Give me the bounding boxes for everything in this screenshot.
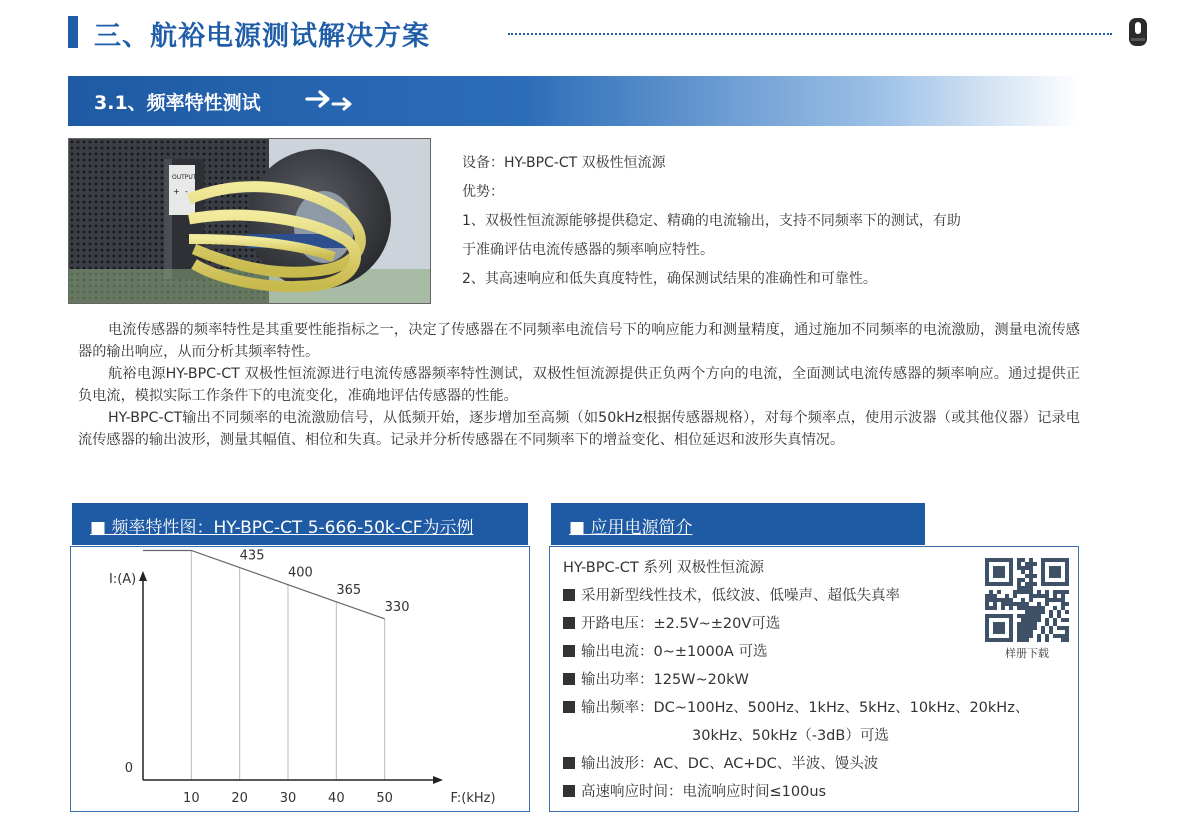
spec-item-continued: 30kHz、50kHz（-3dB）可选 (692, 728, 889, 744)
body-paragraph-1: 电流传感器的频率特性是其重要性能指标之一，决定了传感器在不同频率电流信号下的响应能力和测量精度，通过施加不同频率的电流激励，测量电流传感器的输出响应，从而分析其频率特性。 (78, 322, 1080, 360)
body-paragraph-3: HY-BPC-CT输出不同频率的电流激励信号，从低频开始，逐步增加至高频（如50kHz根据传感器规格），对每个频率点，使用示波器（或其他仪器）记录电流传感器的输出波形，测量其幅值、相位和失真。记录并分析传感器在不同频率下的增益变化、相位延迟和波形失真情况。 (78, 410, 1080, 448)
advantage-1-line-1: 1、双极性恒流源能够提供稳定、精确的电流输出，支持不同频率下的测试，有助 (462, 213, 961, 229)
chart-x-tick-label: 10 (183, 791, 200, 806)
spec-item: 输出波形：AC、DC、AC+DC、半波、馒头波 (563, 750, 1043, 778)
spec-item: 输出频率：DC~100Hz、500Hz、1kHz、5kHz、10kHz、20kHz、 (563, 694, 1043, 722)
double-arrow-right-icon (305, 89, 357, 113)
chart-panel-header (72, 503, 528, 545)
spec-panel-title: ■ 应用电源简介 (569, 518, 693, 538)
bullet-square-icon (563, 757, 575, 769)
chart-y-axis-label: I:(A) (109, 572, 137, 587)
chart-panel (70, 546, 530, 812)
frequency-chart (71, 547, 529, 811)
section-title: 3.1、频率特性测试 (94, 92, 261, 114)
spec-item: 高速响应时间：电流响应时间≤100us (563, 778, 1043, 806)
bullet-square-icon (563, 673, 575, 685)
chart-data-label: 435 (239, 548, 265, 564)
heading-dotted-rule (508, 33, 1112, 35)
intro-block (462, 149, 1082, 294)
body-text (78, 319, 1080, 451)
page-title: 三、航裕电源测试解决方案 (94, 21, 430, 52)
bullet-square-icon (563, 701, 575, 713)
spec-panel-header (551, 503, 925, 545)
chart-data-label: 330 (384, 599, 410, 615)
bullet-square-icon (563, 785, 575, 797)
section-banner (68, 76, 1080, 126)
chart-x-tick-label: 20 (231, 791, 248, 806)
bullet-square-icon (563, 617, 575, 629)
panel-minus-label: - (185, 187, 188, 196)
chart-panel-title: ■ 频率特性图：HY-BPC-CT 5-666-50k-CF为示例 (90, 518, 474, 538)
chart-data-label: 365 (336, 582, 362, 598)
chart-y-arrowhead (139, 571, 147, 581)
bullet-square-icon (563, 589, 575, 601)
spec-item: 开路电压：±2.5V~±20V可选 (563, 610, 1043, 638)
chart-x-tick-label: 30 (279, 791, 297, 806)
panel-output-label: OUTPUT (172, 174, 197, 181)
chart-x-arrowhead (433, 776, 443, 784)
qr-download-label[interactable]: 样册下载 (1005, 647, 1049, 660)
chart-origin-label: 0 (124, 761, 133, 776)
device-line: 设备：HY-BPC-CT 双极性恒流源 (462, 155, 666, 171)
bullet-square-icon (563, 645, 575, 657)
heading-accent-bar (68, 16, 78, 48)
current-sensor-logo-icon (1126, 16, 1150, 48)
chart-data-label: 400 (288, 565, 313, 581)
main-heading (68, 10, 1088, 54)
qr-code-icon[interactable] (985, 558, 1069, 642)
test-setup-photo (68, 138, 431, 304)
spec-item: 输出电流：0~±1000A 可选 (563, 638, 1043, 666)
body-paragraph-2: 航裕电源HY-BPC-CT 双极性恒流源进行电流传感器频率特性测试，双极性恒流源提供正负两个方向的电流，全面测试电流传感器的频率响应。通过提供正负电流，模拟实际工作条件下的电流变化，准确地评估传感器的性能。 (78, 366, 1080, 404)
chart-x-tick-label: 40 (328, 791, 345, 806)
spec-item: 采用新型线性技术，低纹波、低噪声、超低失真率 (563, 582, 1043, 610)
spec-list (563, 554, 1043, 806)
advantage-2: 2、其高速响应和低失真度特性，确保测试结果的准确性和可靠性。 (462, 271, 877, 287)
advantage-1-line-2: 于准确评估电流传感器的频率响应特性。 (462, 242, 714, 258)
spec-series: HY-BPC-CT 系列 双极性恒流源 (563, 560, 765, 576)
panel-plus-label: + (173, 187, 180, 196)
chart-x-tick-label: 50 (376, 791, 393, 806)
spec-item: 输出功率：125W~20kW (563, 666, 1043, 694)
chart-x-axis-label: F:(kHz) (450, 791, 496, 806)
advantages-title: 优势： (462, 184, 504, 200)
